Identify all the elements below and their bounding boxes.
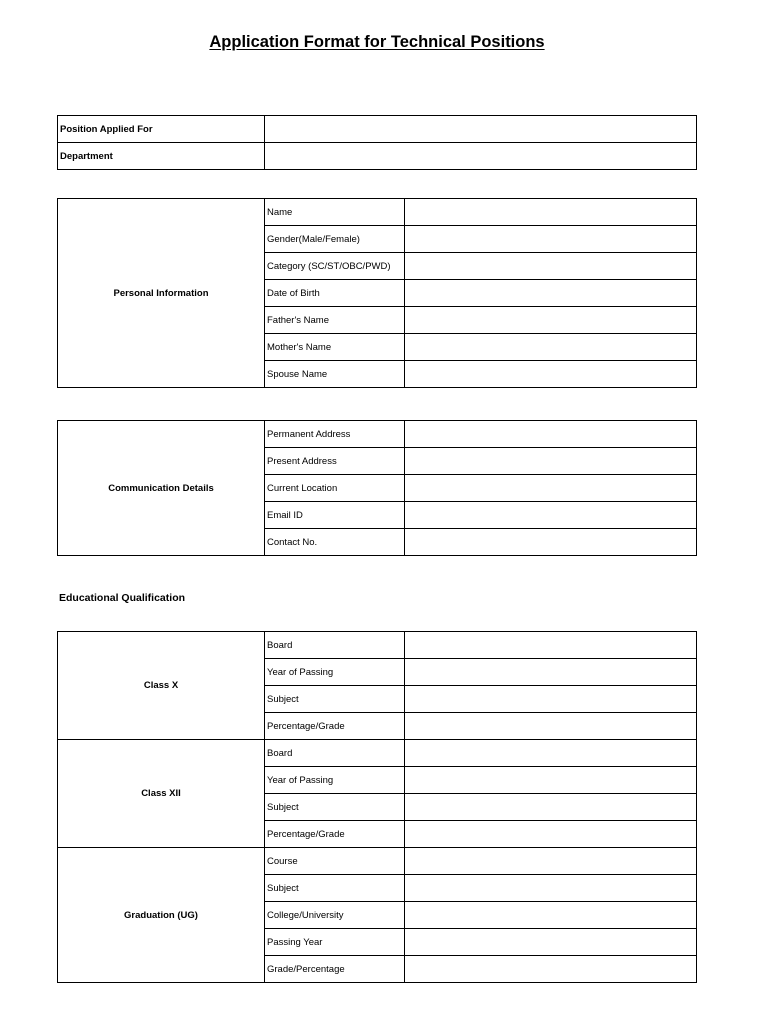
name-input[interactable]: [407, 199, 694, 225]
communication-details-label: Communication Details: [58, 421, 265, 556]
position-applied-cell[interactable]: [265, 116, 697, 143]
department-label: Department: [58, 143, 265, 170]
position-applied-input[interactable]: [267, 116, 694, 142]
mothers-name-input[interactable]: [407, 334, 694, 360]
email-id-input[interactable]: [407, 502, 694, 528]
graduation-ug-label: Graduation (UG): [58, 848, 265, 983]
class-xii-year-cell[interactable]: [405, 767, 697, 794]
table-row: [58, 116, 697, 143]
contact-no-input[interactable]: [407, 529, 694, 555]
field-label: Board: [265, 632, 405, 659]
current-location-cell[interactable]: [405, 475, 697, 502]
position-applied-label: Position Applied For: [58, 116, 265, 143]
field-label: Percentage/Grade: [265, 713, 405, 740]
ug-subject-input[interactable]: [407, 875, 694, 901]
ug-passing-year-input[interactable]: [407, 929, 694, 955]
spouse-name-cell[interactable]: [405, 361, 697, 388]
class-xii-percentage-input[interactable]: [407, 821, 694, 847]
field-label: Mother's Name: [265, 334, 405, 361]
spouse-name-input[interactable]: [407, 361, 694, 387]
present-address-input[interactable]: [407, 448, 694, 474]
ug-grade-input[interactable]: [407, 956, 694, 982]
present-address-cell[interactable]: [405, 448, 697, 475]
field-label: Father's Name: [265, 307, 405, 334]
field-label: Date of Birth: [265, 280, 405, 307]
contact-no-cell[interactable]: [405, 529, 697, 556]
table-row: [58, 421, 697, 448]
class-xii-board-cell[interactable]: [405, 740, 697, 767]
field-label: Passing Year: [265, 929, 405, 956]
category-cell[interactable]: [405, 253, 697, 280]
current-location-input[interactable]: [407, 475, 694, 501]
class-x-subject-input[interactable]: [407, 686, 694, 712]
personal-information-table: [57, 198, 697, 388]
table-row: [58, 199, 697, 226]
educational-qualification-heading: Educational Qualification: [59, 592, 186, 604]
class-x-label: Class X: [58, 632, 265, 740]
field-label: College/University: [265, 902, 405, 929]
field-label: Percentage/Grade: [265, 821, 405, 848]
ug-course-input[interactable]: [407, 848, 694, 874]
department-input[interactable]: [267, 143, 694, 169]
fathers-name-cell[interactable]: [405, 307, 697, 334]
position-table: [57, 115, 697, 170]
class-xii-percentage-cell[interactable]: [405, 821, 697, 848]
field-label: Grade/Percentage: [265, 956, 405, 983]
field-label: Contact No.: [265, 529, 405, 556]
ug-college-input[interactable]: [407, 902, 694, 928]
class-x-board-input[interactable]: [407, 632, 694, 658]
field-label: Year of Passing: [265, 659, 405, 686]
table-row: [58, 740, 697, 767]
ug-course-cell[interactable]: [405, 848, 697, 875]
class-x-year-cell[interactable]: [405, 659, 697, 686]
class-x-percentage-cell[interactable]: [405, 713, 697, 740]
personal-information-label: Personal Information: [58, 199, 265, 388]
class-x-percentage-input[interactable]: [407, 713, 694, 739]
ug-college-cell[interactable]: [405, 902, 697, 929]
class-xii-label: Class XII: [58, 740, 265, 848]
field-label: Current Location: [265, 475, 405, 502]
class-x-year-input[interactable]: [407, 659, 694, 685]
class-x-subject-cell[interactable]: [405, 686, 697, 713]
class-xii-subject-cell[interactable]: [405, 794, 697, 821]
field-label: Year of Passing: [265, 767, 405, 794]
field-label: Course: [265, 848, 405, 875]
permanent-address-input[interactable]: [407, 421, 694, 447]
ug-grade-cell[interactable]: [405, 956, 697, 983]
fathers-name-input[interactable]: [407, 307, 694, 333]
category-input[interactable]: [407, 253, 694, 279]
class-xii-board-input[interactable]: [407, 740, 694, 766]
field-label: Permanent Address: [265, 421, 405, 448]
field-label: Board: [265, 740, 405, 767]
field-label: Spouse Name: [265, 361, 405, 388]
field-label: Email ID: [265, 502, 405, 529]
class-x-board-cell[interactable]: [405, 632, 697, 659]
email-id-cell[interactable]: [405, 502, 697, 529]
table-row: [58, 848, 697, 875]
name-cell[interactable]: [405, 199, 697, 226]
date-of-birth-cell[interactable]: [405, 280, 697, 307]
ug-subject-cell[interactable]: [405, 875, 697, 902]
field-label: Subject: [265, 794, 405, 821]
gender-input[interactable]: [407, 226, 694, 252]
ug-passing-year-cell[interactable]: [405, 929, 697, 956]
table-row: [58, 632, 697, 659]
communication-details-table: [57, 420, 697, 556]
field-label: Present Address: [265, 448, 405, 475]
field-label: Subject: [265, 686, 405, 713]
page-title: Application Format for Technical Positions: [209, 33, 545, 51]
class-xii-subject-input[interactable]: [407, 794, 694, 820]
education-table: [57, 631, 697, 983]
gender-cell[interactable]: [405, 226, 697, 253]
mothers-name-cell[interactable]: [405, 334, 697, 361]
date-of-birth-input[interactable]: [407, 280, 694, 306]
field-label: Category (SC/ST/OBC/PWD): [265, 253, 405, 280]
class-xii-year-input[interactable]: [407, 767, 694, 793]
field-label: Subject: [265, 875, 405, 902]
field-label: Gender(Male/Female): [265, 226, 405, 253]
permanent-address-cell[interactable]: [405, 421, 697, 448]
field-label: Name: [265, 199, 405, 226]
department-cell[interactable]: [265, 143, 697, 170]
table-row: [58, 143, 697, 170]
